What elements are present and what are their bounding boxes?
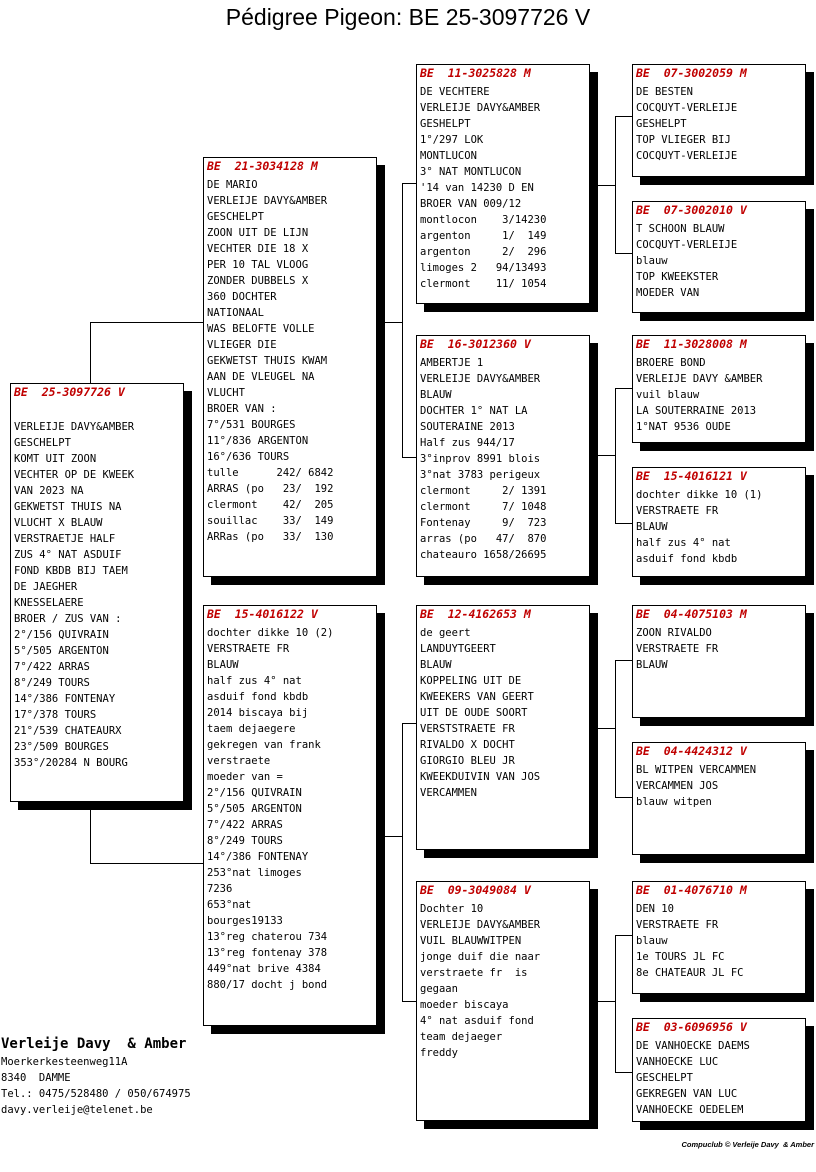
pigeon-info — [417, 80, 589, 292]
pigeon-card-father-mother — [416, 335, 590, 577]
info-line: ZUS 4° NAT ASDUIF — [14, 549, 122, 561]
connector-line — [615, 1072, 633, 1073]
connector-line — [589, 455, 615, 456]
owner-email: davy.verleije@telenet.be — [1, 1104, 153, 1116]
info-line: T SCHOON BLAUW — [636, 223, 725, 235]
pigeon-info — [204, 621, 376, 993]
owner-city: 8340 DAMME — [1, 1072, 71, 1084]
info-line: KWEEKERS VAN GEERT — [420, 691, 534, 703]
info-line: ARRas (po 33/ 130 — [207, 531, 334, 543]
info-line: Half zus 944/17 — [420, 437, 515, 449]
page-title: Pédigree Pigeon: BE 25-3097726 V — [225, 4, 591, 30]
info-line: COCQUYT-VERLEIJE — [636, 102, 738, 114]
connector-line — [589, 728, 615, 729]
info-line: half zus 4° nat — [207, 675, 302, 687]
info-line: 13°reg fontenay 378 — [207, 947, 328, 959]
pigeon-info — [417, 897, 589, 1061]
info-line: 21°/539 CHATEAURX — [14, 725, 122, 737]
info-line: FOND KBDB BIJ TAEM — [14, 565, 128, 577]
connector-line — [589, 1001, 615, 1002]
info-line: argenton 2/ 296 — [420, 246, 547, 258]
connector-line — [615, 253, 633, 254]
info-line: VERCAMMEN — [420, 787, 477, 799]
info-line: VLIEGER DIE — [207, 339, 277, 351]
info-line: GESCHELPT — [207, 211, 264, 223]
info-line: TOP KWEEKSTER — [636, 271, 719, 283]
info-line: VERLEIJE DAVY &AMBER — [636, 373, 763, 385]
info-line: 2014 biscaya bij — [207, 707, 309, 719]
info-line: limoges 2 94/13493 — [420, 262, 547, 274]
info-line: ARRAS (po 23/ 192 — [207, 483, 334, 495]
connector-line — [402, 457, 417, 458]
info-line: 1°/297 LOK — [420, 134, 484, 146]
info-line: VLUCHT X BLAUW — [14, 517, 103, 529]
info-line: DEN 10 — [636, 903, 674, 915]
connector-line — [402, 183, 417, 184]
info-line: GESCHELPT — [636, 1072, 693, 1084]
info-line: UIT DE OUDE SOORT — [420, 707, 528, 719]
info-line: 7°/422 ARRAS — [14, 661, 90, 673]
info-line: BLAUW — [420, 389, 452, 401]
connector-line — [615, 797, 633, 798]
info-line: BROER / ZUS VAN : — [14, 613, 122, 625]
info-line: LANDUYTGEERT — [420, 643, 496, 655]
info-line: MOEDER VAN — [636, 287, 700, 299]
info-line: half zus 4° nat — [636, 537, 731, 549]
info-line: KOPPELING UIT DE — [420, 675, 522, 687]
info-line: ZOON RIVALDO — [636, 627, 712, 639]
info-line: clermont 11/ 1054 — [420, 278, 547, 290]
ring-number: BE 11-3025828 M — [420, 66, 531, 80]
pigeon-info — [633, 351, 805, 435]
connector-line — [615, 935, 633, 936]
connector-line — [402, 723, 417, 724]
pigeon-card-mother — [203, 605, 377, 1026]
info-line: VANHOECKE LUC — [636, 1056, 719, 1068]
info-line: VAN 2023 NA — [14, 485, 84, 497]
info-line: 3°inprov 8991 blois — [420, 453, 541, 465]
info-line: freddy — [420, 1047, 458, 1059]
info-line: blauw — [636, 255, 668, 267]
info-line: vuil blauw — [636, 389, 700, 401]
info-line: BROERE BOND — [636, 357, 706, 369]
connector-line — [615, 935, 616, 1072]
info-line: 13°reg chaterou 734 — [207, 931, 328, 943]
info-line: KOMT UIT ZOON — [14, 453, 97, 465]
info-line: SOUTERAINE 2013 — [420, 421, 515, 433]
info-line: clermont 42/ 205 — [207, 499, 334, 511]
info-line: WAS BELOFTE VOLLE — [207, 323, 315, 335]
ring-number: BE 11-3028008 M — [636, 337, 747, 351]
info-line — [14, 403, 183, 419]
info-line: clermont 7/ 1048 — [420, 501, 547, 513]
info-line: 880/17 docht j bond — [207, 979, 328, 991]
info-line: GEKREGEN VAN LUC — [636, 1088, 738, 1100]
info-line: 7°/422 ARRAS — [207, 819, 283, 831]
info-line: argenton 1/ 149 — [420, 230, 547, 242]
info-line: ZONDER DUBBELS X — [207, 275, 309, 287]
info-line: BLAUW — [636, 521, 668, 533]
info-line: 653°nat — [207, 899, 252, 911]
ring-number: BE 03-6096956 V — [636, 1020, 747, 1034]
info-line: blauw — [636, 935, 668, 947]
info-line: VERSTRAETJE HALF — [14, 533, 116, 545]
info-line: BLAUW — [207, 659, 239, 671]
pigeon-info — [204, 173, 376, 545]
info-line: PER 10 TAL VLOOG — [207, 259, 309, 271]
info-line: DOCHTER 1° NAT LA — [420, 405, 528, 417]
info-line: 3° NAT MONTLUCON — [420, 166, 522, 178]
pigeon-card-mm-mother — [632, 1018, 806, 1122]
info-line: VERLEIJE DAVY&AMBER — [207, 195, 328, 207]
pigeon-card-mf-father — [632, 605, 806, 718]
info-line: 23°/509 BOURGES — [14, 741, 109, 753]
info-line: KWEEKDUIVIN VAN JOS — [420, 771, 541, 783]
pigeon-info — [417, 351, 589, 563]
info-line: 1e TOURS JL FC — [636, 951, 725, 963]
connector-line — [615, 388, 616, 523]
connector-line — [402, 723, 403, 1001]
ring-number: BE 07-3002010 V — [636, 203, 747, 217]
info-line: VERLEIJE DAVY&AMBER — [420, 373, 541, 385]
info-line: dochter dikke 10 (2) — [207, 627, 334, 639]
owner-info — [1, 1034, 191, 1118]
info-line: DE JAEGHER — [14, 581, 78, 593]
info-line: BLAUW — [636, 659, 668, 671]
info-line: asduif fond kbdb — [207, 691, 309, 703]
connector-line — [90, 863, 204, 864]
info-line: VERSTSTRAETE FR — [420, 723, 515, 735]
info-line: DE VANHOECKE DAEMS — [636, 1040, 750, 1052]
info-line: GESCHELPT — [14, 437, 71, 449]
info-line: verstraete fr is — [420, 967, 528, 979]
info-line: gegaan — [420, 983, 458, 995]
info-line: 8e CHATEAUR JL FC — [636, 967, 744, 979]
info-line: 1°NAT 9536 OUDE — [636, 421, 731, 433]
pigeon-info — [633, 758, 805, 810]
info-line: 360 DOCHTER — [207, 291, 277, 303]
pigeon-info — [11, 399, 183, 771]
info-line: 8°/249 TOURS — [14, 677, 90, 689]
info-line: COCQUYT-VERLEIJE — [636, 150, 738, 162]
info-line: LA SOUTERRAINE 2013 — [636, 405, 757, 417]
pigeon-info — [417, 621, 589, 801]
pigeon-info — [633, 1034, 805, 1118]
pigeon-info — [633, 621, 805, 673]
info-line: 2°/156 QUIVRAIN — [14, 629, 109, 641]
info-line: BROER VAN 009/12 — [420, 198, 522, 210]
owner-name: Verleije Davy & Amber — [1, 1036, 187, 1052]
info-line: clermont 2/ 1391 — [420, 485, 547, 497]
connector-line — [615, 660, 616, 797]
connector-line — [376, 322, 402, 323]
info-line: DE VECHTERE — [420, 86, 490, 98]
footer-copyright: Compuclub © Verleije Davy & Amber — [681, 1140, 814, 1149]
info-line: moeder biscaya — [420, 999, 509, 1011]
info-line: 5°/505 ARGENTON — [207, 803, 302, 815]
info-line: GESHELPT — [636, 118, 687, 130]
info-line: 4° nat asduif fond — [420, 1015, 534, 1027]
info-line: verstraete — [207, 755, 271, 767]
info-line: blauw witpen — [636, 796, 712, 808]
info-line: VERSTRAETE FR — [636, 505, 719, 517]
info-line: montlocon 3/14230 — [420, 214, 547, 226]
ring-number: BE 12-4162653 M — [420, 607, 531, 621]
owner-address: Moerkerkesteenweg11A — [1, 1056, 128, 1068]
connector-line — [615, 660, 633, 661]
connector-line — [615, 388, 633, 389]
pigeon-card-fm-father — [632, 335, 806, 443]
ring-number: BE 09-3049084 V — [420, 883, 531, 897]
info-line: arras (po 47/ 870 — [420, 533, 547, 545]
info-line: KNESSELAERE — [14, 597, 84, 609]
pigeon-info — [633, 80, 805, 164]
info-line: VECHTER OP DE KWEEK — [14, 469, 135, 481]
pigeon-card-mother-father — [416, 605, 590, 850]
info-line: team dejaeger — [420, 1031, 503, 1043]
info-line: 7°/531 BOURGES — [207, 419, 296, 431]
info-line: VERSTRAETE FR — [207, 643, 290, 655]
ring-number: BE 16-3012360 V — [420, 337, 531, 351]
info-line: jonge duif die naar — [420, 951, 541, 963]
info-line: 253°nat limoges — [207, 867, 302, 879]
info-line: BROER VAN : — [207, 403, 277, 415]
info-line: 17°/378 TOURS — [14, 709, 97, 721]
info-line: tulle 242/ 6842 — [207, 467, 334, 479]
info-line: AMBERTJE 1 — [420, 357, 484, 369]
connector-line — [589, 185, 615, 186]
ring-number: BE 01-4076710 M — [636, 883, 747, 897]
info-line: 16°/636 TOURS — [207, 451, 290, 463]
owner-phone: Tel.: 0475/528480 / 050/674975 — [1, 1088, 191, 1100]
info-line: 14°/386 FONTENAY — [14, 693, 116, 705]
connector-line — [615, 523, 633, 524]
info-line: de geert — [420, 627, 471, 639]
info-line: VERLEIJE DAVY&AMBER — [420, 919, 541, 931]
pigeon-info — [633, 217, 805, 301]
info-line: gekregen van frank — [207, 739, 321, 751]
info-line: BL WITPEN VERCAMMEN — [636, 764, 757, 776]
info-line: 7236 — [207, 883, 233, 895]
connector-line — [615, 116, 633, 117]
pigeon-card-ff-mother — [632, 201, 806, 313]
pigeon-card-mf-mother — [632, 742, 806, 855]
pigeon-card-father-father — [416, 64, 590, 304]
ring-number: BE 21-3034128 M — [207, 159, 318, 173]
info-line: 14°/386 FONTENAY — [207, 851, 309, 863]
pigeon-card-ff-father — [632, 64, 806, 177]
connector-line — [90, 801, 91, 863]
info-line: VANHOECKE OEDELEM — [636, 1104, 744, 1116]
info-line: RIVALDO X DOCHT — [420, 739, 515, 751]
info-line: chateauro 1658/26695 — [420, 549, 547, 561]
ring-number: BE 04-4075103 M — [636, 607, 747, 621]
info-line: 3°nat 3783 perigeux — [420, 469, 541, 481]
info-line: moeder van = — [207, 771, 283, 783]
info-line: VERLEIJE DAVY&AMBER — [420, 102, 541, 114]
pigeon-info — [633, 897, 805, 981]
info-line: BLAUW — [420, 659, 452, 671]
connector-line — [90, 322, 91, 384]
info-line: GESHELPT — [420, 118, 471, 130]
info-line: DE BESTEN — [636, 86, 693, 98]
info-line: NATIONAAL — [207, 307, 264, 319]
ring-number: BE 15-4016122 V — [207, 607, 318, 621]
info-line: GEKWETST THUIS NA — [14, 501, 122, 513]
pigeon-card-fm-mother — [632, 467, 806, 577]
pigeon-card-father — [203, 157, 377, 577]
pigeon-card-mother-mother — [416, 881, 590, 1121]
info-line: 2°/156 QUIVRAIN — [207, 787, 302, 799]
info-line: asduif fond kbdb — [636, 553, 738, 565]
info-line: VLUCHT — [207, 387, 245, 399]
info-line: 5°/505 ARGENTON — [14, 645, 109, 657]
info-line: souillac 33/ 149 — [207, 515, 334, 527]
pigeon-card-subject — [10, 383, 184, 802]
connector-line — [402, 183, 403, 457]
info-line: taem dejaegere — [207, 723, 296, 735]
info-line: GEKWETST THUIS KWAM — [207, 355, 328, 367]
info-line: VERLEIJE DAVY&AMBER — [14, 421, 135, 433]
ring-number: BE 15-4016121 V — [636, 469, 747, 483]
connector-line — [90, 322, 204, 323]
info-line: 11°/836 ARGENTON — [207, 435, 309, 447]
info-line: GIORGIO BLEU JR — [420, 755, 515, 767]
ring-number: BE 04-4424312 V — [636, 744, 747, 758]
info-line: bourges19133 — [207, 915, 283, 927]
connector-line — [402, 1001, 417, 1002]
pigeon-info — [633, 483, 805, 567]
ring-number: BE 07-3002059 M — [636, 66, 747, 80]
info-line: VERCAMMEN JOS — [636, 780, 719, 792]
info-line: ZOON UIT DE LIJN — [207, 227, 309, 239]
info-line: DE MARIO — [207, 179, 258, 191]
info-line: VERSTRAETE FR — [636, 919, 719, 931]
connector-line — [615, 116, 616, 253]
info-line: '14 van 14230 D EN — [420, 182, 534, 194]
info-line: AAN DE VLEUGEL NA — [207, 371, 315, 383]
info-line: VERSTRAETE FR — [636, 643, 719, 655]
ring-number: BE 25-3097726 V — [14, 385, 125, 399]
info-line: 449°nat brive 4384 — [207, 963, 321, 975]
info-line: COCQUYT-VERLEIJE — [636, 239, 738, 251]
info-line: TOP VLIEGER BIJ — [636, 134, 731, 146]
info-line: VUIL BLAUWWITPEN — [420, 935, 522, 947]
info-line: 353°/20284 N BOURG — [14, 757, 128, 769]
pigeon-card-mm-father — [632, 881, 806, 994]
info-line: Dochter 10 — [420, 903, 484, 915]
info-line: VECHTER DIE 18 X — [207, 243, 309, 255]
info-line: MONTLUCON — [420, 150, 477, 162]
connector-line — [376, 836, 402, 837]
info-line: Fontenay 9/ 723 — [420, 517, 547, 529]
info-line: 8°/249 TOURS — [207, 835, 283, 847]
info-line: dochter dikke 10 (1) — [636, 489, 763, 501]
